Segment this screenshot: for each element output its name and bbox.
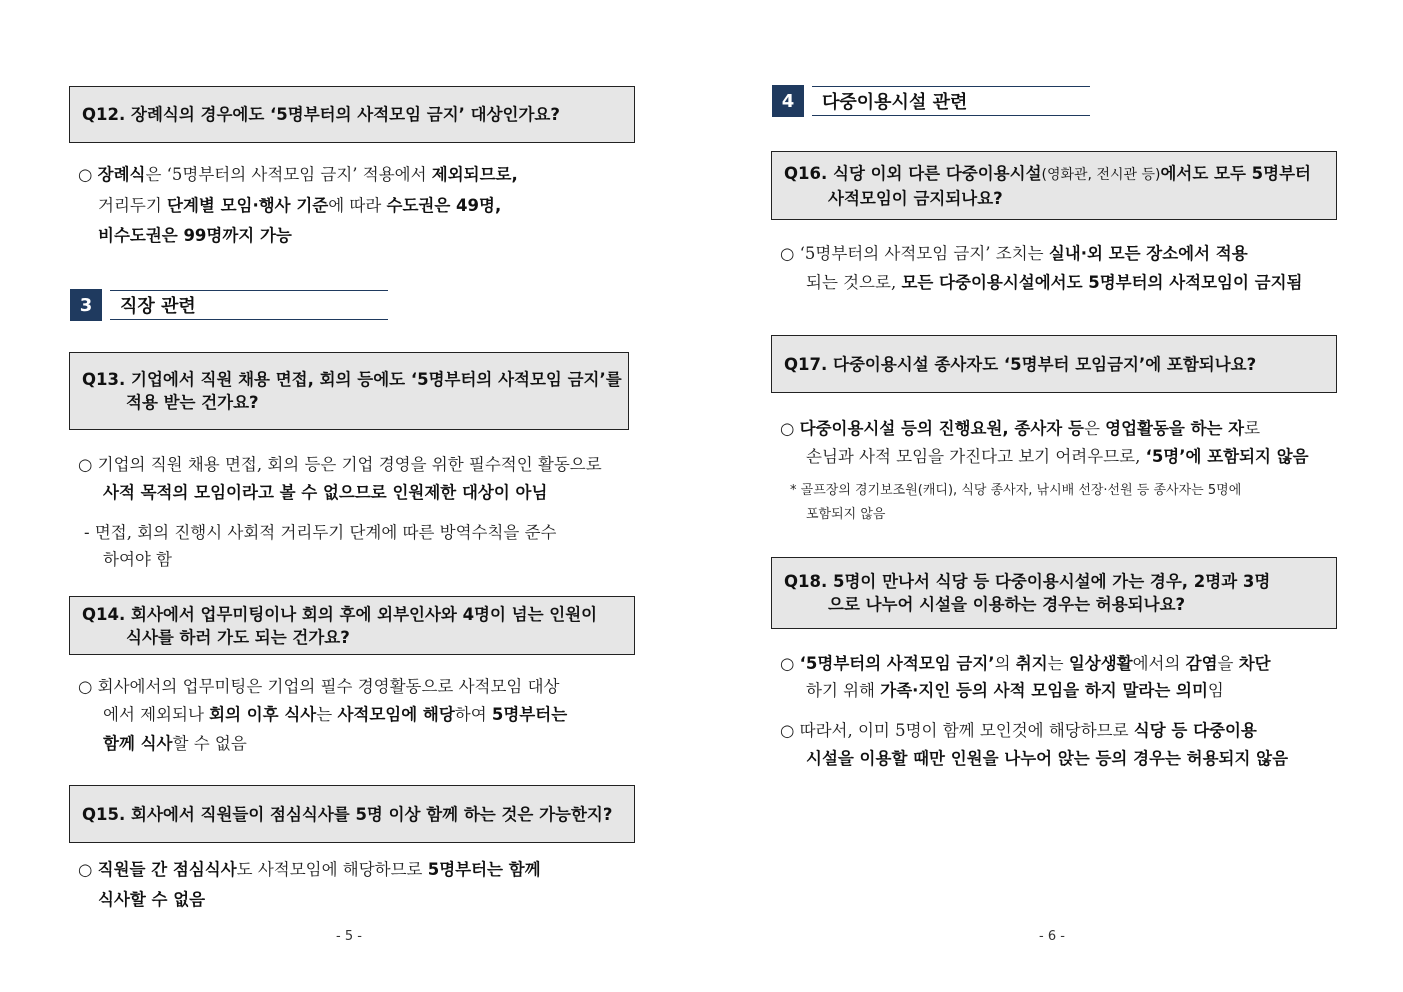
question-text: 사적모임이 금지되나요? — [828, 188, 1003, 208]
page-number-right: - 6 - — [1039, 929, 1065, 944]
answer-line: ○ ‘5명부터의 사적모임 금지’ 조치는 실내·외 모든 장소에서 적용 — [780, 244, 1248, 263]
question-text: 으로 나누어 시설을 이용하는 경우는 허용되나요? — [828, 595, 1186, 614]
question-text: Q18. 5명이 만나서 식당 등 다중이용시설에 가는 경우, 2명과 3명 — [784, 572, 1271, 591]
footnote-line: 포함되지 않음 — [806, 507, 886, 522]
bullet-circle: ○ — [780, 419, 795, 438]
bullet-circle: ○ — [78, 860, 93, 879]
answer-line: ○ 기업의 직원 채용 면접, 회의 등은 기업 경영을 위한 필수적인 활동으로 — [78, 455, 602, 474]
answer-line: ○ 다중이용시설 등의 진행요원, 종사자 등은 영업활동을 하는 자로 — [780, 419, 1261, 438]
section-number: 4 — [772, 85, 804, 117]
answer-line: - 면접, 회의 진행시 사회적 거리두기 단계에 따른 방역수칙을 준수 — [84, 523, 557, 542]
question-text: Q16. 식당 이외 다른 다중이용시설(영화관, 전시관 등)에서도 모두 5명부터 — [784, 163, 1311, 183]
answer-line: 시설을 이용할 때만 인원을 나누어 앉는 등의 경우는 허용되지 않음 — [806, 749, 1289, 768]
bullet-circle: ○ — [780, 654, 795, 673]
bullet-circle: ○ — [78, 677, 93, 696]
page-number-left: - 5 - — [336, 929, 362, 944]
section-title: 다중이용시설 관련 — [812, 86, 1090, 116]
answer-line: 되는 것으로, 모든 다중이용시설에서도 5명부터의 사적모임이 금지됨 — [806, 273, 1303, 292]
answer-line: 식사할 수 없음 — [98, 890, 206, 909]
answer-line: ○ 직원들 간 점심식사도 사적모임에 해당하므로 5명부터는 함께 — [78, 860, 541, 879]
section-number: 3 — [70, 289, 102, 321]
bullet-circle: ○ — [78, 455, 93, 474]
answer-line: 하기 위해 가족·지인 등의 사적 모임을 하지 말라는 의미임 — [806, 681, 1224, 700]
section-title: 직장 관련 — [110, 290, 388, 320]
bullet-circle: ○ — [780, 244, 795, 263]
answer-line: ○ 회사에서의 업무미팅은 기업의 필수 경영활동으로 사적모임 대상 — [78, 677, 560, 696]
question-text: Q13. 기업에서 직원 채용 면접, 회의 등에도 ‘5명부터의 사적모임 금지’를 — [82, 370, 622, 389]
question-text: Q17. 다중이용시설 종사자도 ‘5명부터 모임금지’에 포함되나요? — [784, 354, 1257, 374]
question-text: Q14. 회사에서 업무미팅이나 회의 후에 외부인사와 4명이 넘는 인원이 — [82, 604, 598, 624]
question-box-q14 — [69, 596, 635, 655]
answer-line: 사적 목적의 모임이라고 볼 수 없으므로 인원제한 대상이 아님 — [103, 483, 548, 502]
answer-line: 함께 식사할 수 없음 — [103, 734, 247, 753]
question-box-q17 — [771, 335, 1337, 393]
question-text: Q15. 회사에서 직원들이 점심식사를 5명 이상 함께 하는 것은 가능한지? — [82, 804, 613, 824]
question-box-q16 — [771, 151, 1337, 220]
answer-line: ○ 따라서, 이미 5명이 함께 모인것에 해당하므로 식당 등 다중이용 — [780, 721, 1257, 740]
answer-line: 거리두기 단계별 모임·행사 기준에 따라 수도권은 49명, — [98, 196, 502, 215]
question-text: 식사를 하러 가도 되는 건가요? — [126, 627, 350, 647]
bullet-circle: ○ — [78, 165, 93, 184]
answer-line: ○ ‘5명부터의 사적모임 금지’의 취지는 일상생활에서의 감염을 차단 — [780, 654, 1271, 673]
question-box-q13 — [69, 352, 629, 430]
answer-line: ○ 장례식은 ‘5명부터의 사적모임 금지’ 적용에서 제외되므로, — [78, 165, 518, 184]
question-box-q18 — [771, 557, 1337, 629]
bullet-star: * — [790, 483, 797, 498]
question-box-q12 — [69, 86, 635, 143]
question-box-q15 — [69, 785, 635, 843]
answer-line: 비수도권은 99명까지 가능 — [98, 226, 292, 245]
question-text: Q12. 장례식의 경우에도 ‘5명부터의 사적모임 금지’ 대상인가요? — [82, 105, 560, 124]
bullet-circle: ○ — [780, 721, 795, 740]
bullet-dash: - — [84, 523, 90, 542]
question-text: 적용 받는 건가요? — [126, 393, 259, 412]
answer-line: 손님과 사적 모임을 가진다고 보기 어려우므로, ‘5명’에 포함되지 않음 — [806, 447, 1309, 466]
answer-line: 하여야 함 — [103, 550, 173, 569]
answer-line: 에서 제외되나 회의 이후 식사는 사적모임에 해당하여 5명부터는 — [103, 705, 568, 724]
footnote-line: * 골프장의 경기보조원(캐디), 식당 종사자, 낚시배 선장·선원 등 종사자는 5명에 — [790, 483, 1242, 498]
